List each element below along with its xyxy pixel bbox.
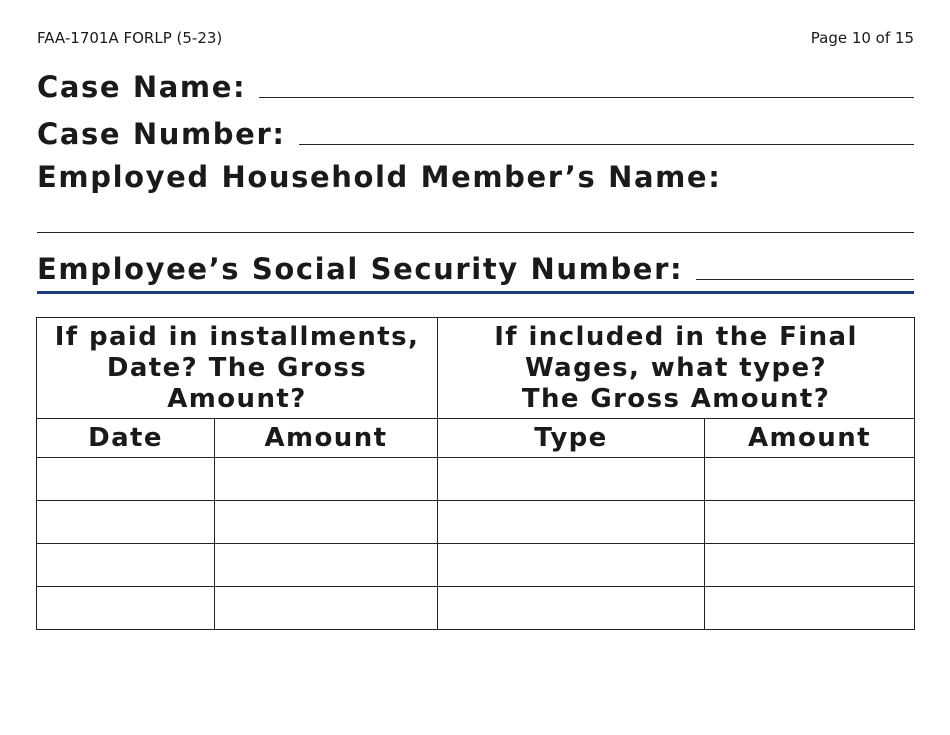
installment-amount-cell[interactable] xyxy=(215,544,438,587)
member-name-label: Employed Household Member’s Name: xyxy=(37,160,722,194)
installment-amount-cell[interactable] xyxy=(215,458,438,501)
page-number: Page 10 of 15 xyxy=(810,29,914,47)
table-row xyxy=(37,501,915,544)
date-cell[interactable] xyxy=(37,544,215,587)
ssn-field[interactable] xyxy=(696,279,914,280)
table-row xyxy=(37,458,915,501)
date-column-header: Date xyxy=(37,419,215,458)
table-row xyxy=(37,544,915,587)
member-name-field[interactable] xyxy=(37,232,914,233)
final-wages-header-line: Wages, what type? xyxy=(525,352,828,383)
type-cell[interactable] xyxy=(438,544,705,587)
form-id: FAA-1701A FORLP (5-23) xyxy=(37,29,223,47)
final-amount-cell[interactable] xyxy=(705,501,915,544)
wages-table xyxy=(36,317,915,630)
installments-header-line: If paid in installments, xyxy=(54,321,420,352)
type-column-header: Type xyxy=(438,419,705,458)
final-amount-cell[interactable] xyxy=(705,458,915,501)
date-cell[interactable] xyxy=(37,587,215,630)
column-header-row xyxy=(37,419,915,458)
installments-group-header xyxy=(37,318,438,419)
final-wages-header-line: If included in the Final xyxy=(494,321,858,352)
installments-header-line: Date? The Gross xyxy=(106,352,368,383)
ssn-row xyxy=(37,252,914,286)
case-name-field[interactable] xyxy=(259,97,914,98)
case-number-field[interactable] xyxy=(299,144,914,145)
table-row xyxy=(37,587,915,630)
installments-header-line: Amount? xyxy=(167,383,307,414)
final-wages-header-line: The Gross Amount? xyxy=(521,383,831,414)
installment-amount-cell[interactable] xyxy=(215,501,438,544)
date-cell[interactable] xyxy=(37,458,215,501)
case-number-label: Case Number: xyxy=(37,117,286,151)
final-wages-group-header xyxy=(438,318,915,419)
installment-amount-cell[interactable] xyxy=(215,587,438,630)
section-divider xyxy=(37,291,914,294)
ssn-label: Employee’s Social Security Number: xyxy=(37,252,684,286)
case-number-row xyxy=(37,117,914,151)
case-name-label: Case Name: xyxy=(37,70,247,104)
final-amount-cell[interactable] xyxy=(705,544,915,587)
final-amount-cell[interactable] xyxy=(705,587,915,630)
type-cell[interactable] xyxy=(438,458,705,501)
group-header-row xyxy=(37,318,915,419)
date-cell[interactable] xyxy=(37,501,215,544)
type-cell[interactable] xyxy=(438,501,705,544)
member-name-row xyxy=(37,160,914,194)
installment-amount-column-header: Amount xyxy=(215,419,438,458)
case-name-row xyxy=(37,70,914,104)
type-cell[interactable] xyxy=(438,587,705,630)
final-amount-column-header: Amount xyxy=(705,419,915,458)
